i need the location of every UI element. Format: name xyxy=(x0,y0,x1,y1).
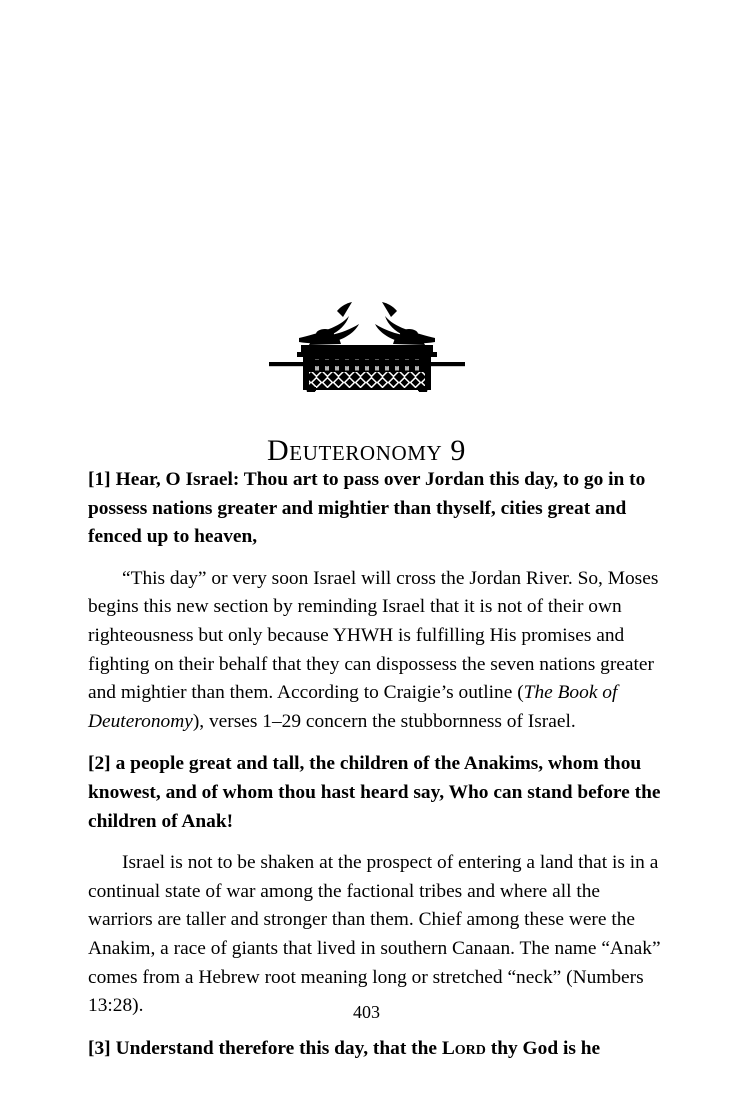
ark-lid xyxy=(297,345,437,357)
cherub-right-icon xyxy=(375,302,435,345)
page-number: 403 xyxy=(353,1002,380,1022)
divine-name-smallcaps: Lord xyxy=(441,1037,486,1059)
verse-number-2: [2] xyxy=(88,753,111,775)
ark-of-the-covenant-icon xyxy=(267,300,467,392)
commentary-block-1 xyxy=(88,565,668,737)
ark-carrying-pole xyxy=(269,362,465,366)
verse-block-1 xyxy=(88,466,668,552)
verse-text-1: Hear, O Israel: Thou art to pass over Jordan this day, to go in to possess nations greater and mightier than thyself, cities great and fenced up to heaven, xyxy=(88,469,646,548)
commentary-2-part1: Israel is not to be shaken at the prospect of entering a land that is in a continual state of war among the factional tribes and where all the warriors are taller and stronger than them. Chief among these were the Anakim, a race of giants that lived in southern Canaan. The name “Anak” comes from a Hebrew root meaning long or stretched “neck” (Numbers 13:28). xyxy=(88,852,661,1017)
verse-number-1: [1] xyxy=(88,469,111,490)
verse-block-3 xyxy=(88,1035,668,1064)
commentary-block-2 xyxy=(88,849,668,1021)
ark-body xyxy=(303,357,431,390)
cherub-left-icon xyxy=(299,302,359,345)
text-column xyxy=(88,466,668,1063)
book-title-citation: The Book of Deuteronomy xyxy=(88,682,618,732)
verse-text-3-pre: Understand therefore this day, that the xyxy=(115,1037,442,1059)
verse-text-3-post: thy God is he xyxy=(485,1037,601,1059)
chapter-heading: Deuteronomy 9 xyxy=(267,434,466,468)
chapter-ornament-container xyxy=(0,300,733,392)
verse-block-2 xyxy=(88,750,668,836)
commentary-1-part2: ), verses 1–29 concern the stubbornness of Israel. xyxy=(192,710,576,732)
verse-number-3: [3] xyxy=(88,1037,111,1059)
verse-text-2: a people great and tall, the children of the Anakims, whom thou knowest, and of whom thou hast heard say, Who can stand before the children of Anak! xyxy=(88,753,661,832)
commentary-1-part1: “This day” or very soon Israel will cross the Jordan River. So, Moses begins this new section by reminding Israel that it is not of their own righteousness but only because YHWH is fulfilling His promises and fighting on their behalf that they can dispossess the seven nations greater and mightier than them. According to Craigie’s outline ( xyxy=(88,567,659,704)
